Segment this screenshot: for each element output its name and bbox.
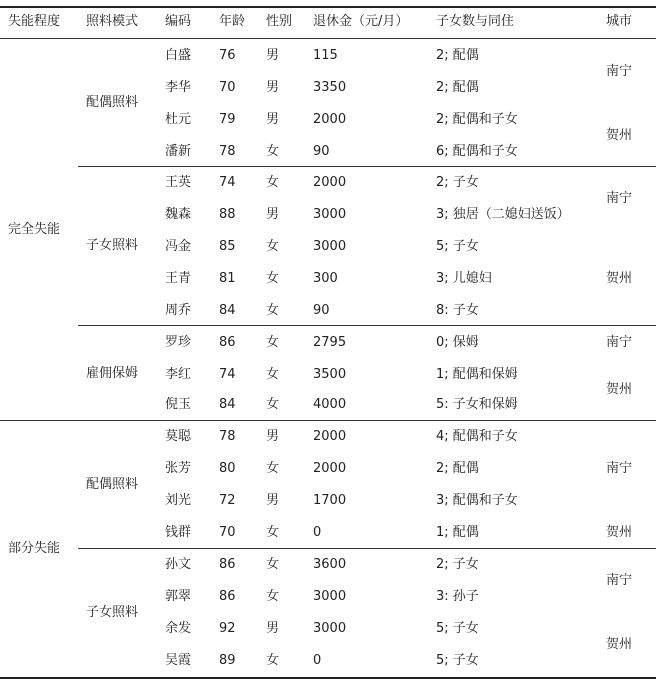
cell-code: 张芳 — [165, 461, 192, 476]
cell-code: 魏森 — [165, 207, 192, 222]
cell-code: 李红 — [165, 367, 192, 382]
cell-code: 吴霞 — [165, 653, 192, 668]
cell-age: 74 — [219, 175, 236, 190]
cell-children: 3: 孙子 — [436, 589, 479, 604]
cell-code: 白盛 — [165, 48, 192, 63]
group-label: 完全失能 — [8, 222, 61, 237]
cell-age: 76 — [219, 48, 236, 63]
cell-city: 贺州 — [606, 525, 633, 540]
cell-age: 70 — [219, 525, 236, 540]
cell-code: 王青 — [165, 271, 192, 286]
cell-sex: 女 — [266, 461, 280, 476]
table-top-rule — [0, 6, 656, 8]
cell-pension: 2000 — [313, 112, 347, 127]
cell-children: 3; 配偶和子女 — [436, 493, 518, 508]
cell-age: 78 — [219, 429, 236, 444]
cell-age: 78 — [219, 144, 236, 159]
cell-pension: 90 — [313, 144, 330, 159]
cell-sex: 男 — [266, 621, 280, 636]
cell-sex: 男 — [266, 80, 280, 95]
cell-pension: 0 — [313, 653, 322, 668]
cell-sex: 男 — [266, 207, 280, 222]
table-bottom-rule — [0, 677, 656, 679]
cell-pension: 2000 — [313, 429, 347, 444]
cell-children: 8: 子女 — [436, 303, 479, 318]
cell-city: 南宁 — [606, 335, 633, 350]
cell-children: 5; 子女 — [436, 621, 479, 636]
cell-city: 贺州 — [606, 637, 633, 652]
cell-sex: 男 — [266, 112, 280, 127]
cell-code: 刘光 — [165, 493, 192, 508]
cell-city: 南宁 — [606, 461, 633, 476]
cell-pension: 300 — [313, 271, 338, 286]
cell-age: 79 — [219, 112, 236, 127]
cell-sex: 女 — [266, 367, 280, 382]
cell-children: 2; 子女 — [436, 557, 479, 572]
cell-pension: 1700 — [313, 493, 347, 508]
cell-sex: 女 — [266, 175, 280, 190]
cell-age: 88 — [219, 207, 236, 222]
cell-code: 杜元 — [165, 112, 192, 127]
cell-sex: 女 — [266, 589, 280, 604]
cell-children: 5; 子女 — [436, 239, 479, 254]
cell-pension: 3350 — [313, 80, 347, 95]
cell-pension: 2000 — [313, 175, 347, 190]
subgroup-divider — [78, 325, 656, 326]
header-care-mode: 照料模式 — [86, 14, 139, 29]
header-age: 年龄 — [219, 14, 246, 29]
cell-pension: 2795 — [313, 335, 347, 350]
subgroup-label: 子女照料 — [86, 605, 139, 620]
cell-code: 周乔 — [165, 303, 192, 318]
cell-code: 钱群 — [165, 525, 192, 540]
cell-pension: 3000 — [313, 589, 347, 604]
cell-pension: 115 — [313, 48, 338, 63]
cell-age: 86 — [219, 589, 236, 604]
cell-age: 86 — [219, 557, 236, 572]
cell-pension: 2000 — [313, 461, 347, 476]
group-label: 部分失能 — [8, 541, 61, 556]
cell-city: 南宁 — [606, 573, 633, 588]
cell-city: 贺州 — [606, 128, 633, 143]
cell-children: 0; 保姆 — [436, 335, 479, 350]
cell-code: 冯金 — [165, 239, 192, 254]
header-degree: 失能程度 — [8, 14, 61, 29]
cell-children: 2; 配偶 — [436, 461, 479, 476]
cell-code: 倪玉 — [165, 397, 192, 412]
cell-pension: 3000 — [313, 207, 347, 222]
cell-sex: 女 — [266, 557, 280, 572]
header-children: 子女数与同住 — [436, 14, 515, 29]
cell-code: 郭翠 — [165, 589, 192, 604]
cell-sex: 女 — [266, 397, 280, 412]
cell-age: 89 — [219, 653, 236, 668]
cell-pension: 4000 — [313, 397, 347, 412]
cell-pension: 3500 — [313, 367, 347, 382]
cell-children: 1; 配偶 — [436, 525, 479, 540]
cell-age: 74 — [219, 367, 236, 382]
cell-sex: 女 — [266, 335, 280, 350]
cell-children: 2; 配偶和子女 — [436, 112, 518, 127]
subgroup-label: 子女照料 — [86, 238, 139, 253]
cell-city: 南宁 — [606, 64, 633, 79]
cell-sex: 女 — [266, 271, 280, 286]
cell-pension: 90 — [313, 303, 330, 318]
subgroup-divider — [78, 166, 656, 167]
header-code: 编码 — [165, 14, 192, 29]
cell-sex: 女 — [266, 525, 280, 540]
cell-code: 莫聪 — [165, 429, 192, 444]
cell-code: 罗珍 — [165, 335, 192, 350]
cell-city: 贺州 — [606, 382, 633, 397]
cell-code: 孙文 — [165, 557, 192, 572]
header-sex: 性别 — [266, 14, 293, 29]
cell-children: 2; 子女 — [436, 175, 479, 190]
subgroup-label: 配偶照料 — [86, 477, 139, 492]
cell-age: 81 — [219, 271, 236, 286]
subgroup-divider — [78, 548, 656, 549]
subgroup-label: 雇佣保姆 — [86, 366, 139, 381]
cell-code: 李华 — [165, 80, 192, 95]
cell-city: 贺州 — [606, 271, 633, 286]
subgroup-label: 配偶照料 — [86, 95, 139, 110]
cell-children: 5: 子女和保姆 — [436, 397, 518, 412]
cell-age: 70 — [219, 80, 236, 95]
cell-age: 85 — [219, 239, 236, 254]
cell-age: 84 — [219, 303, 236, 318]
cell-age: 72 — [219, 493, 236, 508]
cell-children: 1; 配偶和保姆 — [436, 367, 518, 382]
cell-children: 3; 儿媳妇 — [436, 271, 492, 286]
cell-pension: 3000 — [313, 621, 347, 636]
cell-children: 2; 配偶 — [436, 48, 479, 63]
cell-city: 南宁 — [606, 191, 633, 206]
cell-children: 6; 配偶和子女 — [436, 144, 518, 159]
header-rule — [0, 38, 656, 39]
cell-pension: 0 — [313, 525, 322, 540]
group-divider — [0, 420, 656, 421]
cell-children: 4; 配偶和子女 — [436, 429, 518, 444]
cell-children: 3; 独居（二媳妇送饭） — [436, 207, 570, 222]
cell-sex: 男 — [266, 48, 280, 63]
cell-sex: 女 — [266, 144, 280, 159]
cell-children: 5; 子女 — [436, 653, 479, 668]
cell-code: 潘新 — [165, 144, 192, 159]
cell-code: 余发 — [165, 621, 192, 636]
cell-sex: 男 — [266, 429, 280, 444]
cell-age: 84 — [219, 397, 236, 412]
header-pension: 退休金（元/月） — [313, 14, 409, 29]
cell-age: 92 — [219, 621, 236, 636]
cell-sex: 女 — [266, 653, 280, 668]
cell-age: 86 — [219, 335, 236, 350]
cell-pension: 3000 — [313, 239, 347, 254]
cell-sex: 男 — [266, 493, 280, 508]
cell-sex: 女 — [266, 303, 280, 318]
cell-sex: 女 — [266, 239, 280, 254]
cell-age: 80 — [219, 461, 236, 476]
cell-children: 2; 配偶 — [436, 80, 479, 95]
cell-pension: 3600 — [313, 557, 347, 572]
cell-code: 王英 — [165, 175, 192, 190]
header-city: 城市 — [606, 14, 633, 29]
